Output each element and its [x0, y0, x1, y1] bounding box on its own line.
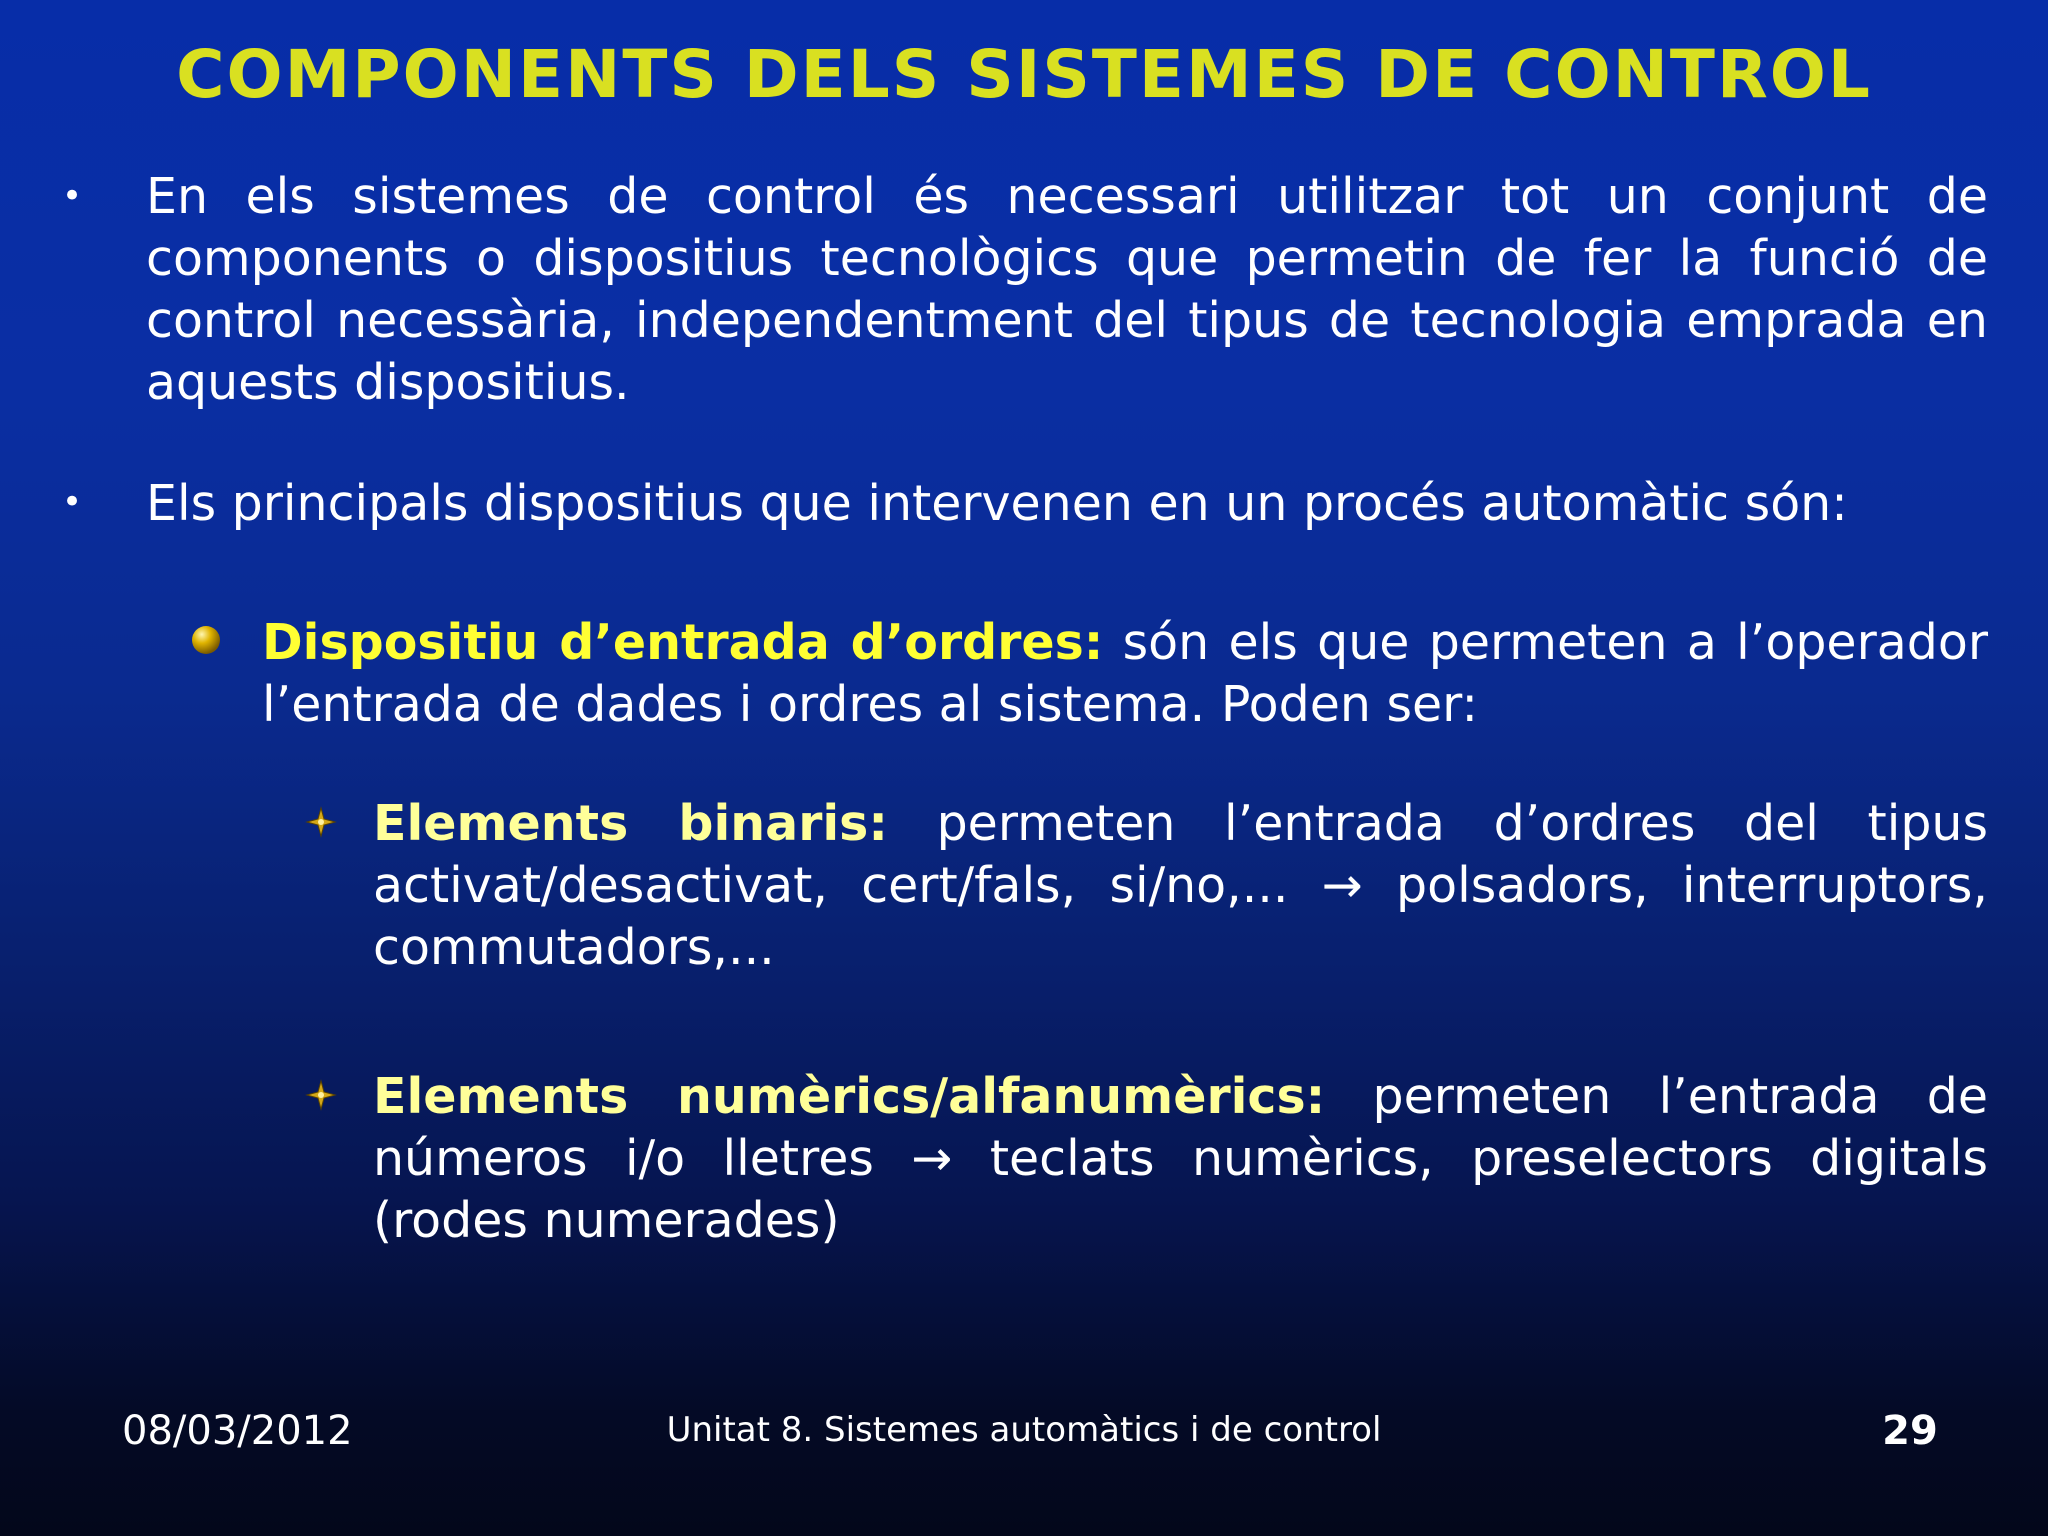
numeric-elements-item	[373, 1066, 1988, 1252]
numeric-elements-text: permeten l’entrada de números i/o lletres → teclats numèrics, preselectors digitals (rodes numerades)	[373, 1068, 1988, 1249]
slide-title: COMPONENTS DELS SISTEMES DE CONTROL	[176, 36, 1872, 113]
page-number: 29	[1882, 1408, 1938, 1454]
input-devices-text: són els que permeten a l’operador l’entrada de dades i ordres al sistema. Poden ser:	[262, 614, 1988, 733]
binary-elements-item	[373, 793, 1988, 979]
gold-ball-icon	[190, 624, 222, 656]
binary-elements-label: Elements binaris:	[373, 795, 888, 852]
star-bullet-icon	[305, 1079, 337, 1111]
bullet-marker: •	[62, 482, 83, 522]
bullet-text-1: En els sistemes de control és necessari utilitzar tot un conjunt de components o dispositius tecnològics que permetin de fer la funció de control necessària, independentment del tipus de tecnologia emprada en aquests dispositius.	[146, 168, 1988, 411]
input-devices-item	[262, 612, 1988, 736]
bullet-text-2: Els principals dispositius que intervenen en un procés automàtic són:	[146, 475, 1848, 532]
numeric-elements-label: Elements numèrics/alfanumèrics:	[373, 1068, 1326, 1125]
binary-elements-text: permeten l’entrada d’ordres del tipus activat/desactivat, cert/fals, si/no,... → polsadors, interruptors, commutadors,...	[373, 795, 1989, 976]
footer-unit-title: Unitat 8. Sistemes automàtics i de control	[666, 1410, 1382, 1450]
input-devices-label: Dispositiu d’entrada d’ordres:	[262, 614, 1104, 671]
star-bullet-icon	[305, 806, 337, 838]
bullet-marker: •	[62, 176, 83, 216]
footer-date: 08/03/2012	[122, 1408, 353, 1454]
